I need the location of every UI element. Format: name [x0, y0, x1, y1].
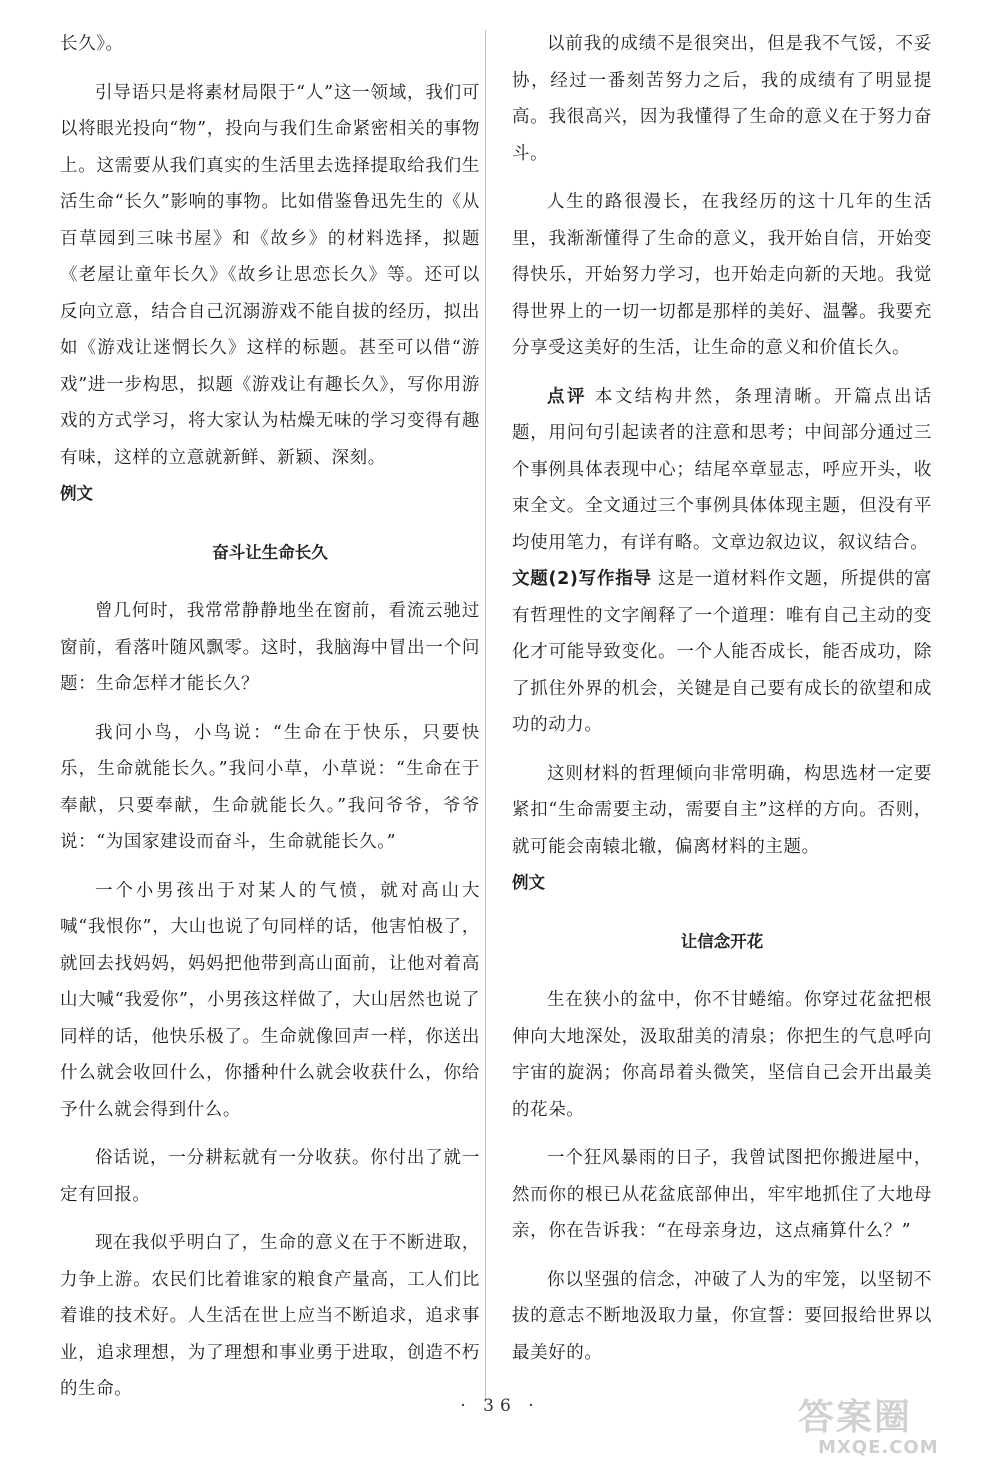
paragraph: 一个狂风暴雨的日子，我曾试图把你搬进屋中，然而你的根已从花盆底部伸出，牢牢地抓住了大地母亲，你在告诉我：“在母亲身边，这点痛算什么？” — [512, 1148, 932, 1241]
watermark-url: MXQE.COM — [818, 1437, 939, 1458]
column-divider — [485, 30, 486, 1400]
review-text: 本文结构井然，条理清晰。开篇点出话题，用问句引起读者的注意和思考；中间部分通过三个事例具体表现中心；结尾卒章显志，呼应开头，收束全文。全文通过三个事例具体体现主题，但没有平均使用笔力，有详有略。文章边叙边议，叙议结合。 — [512, 386, 933, 553]
paragraph: 俗话说，一分耕耘就有一分收获。你付出了就一定有回报。 — [60, 1148, 480, 1205]
watermark-logo — [798, 1398, 988, 1462]
guide-text: 这是一道材料作文题，所提供的富有哲理性的文字阐释了一个道理：唯有自己主动的变化才可能导致变化。一个人能否成长，能否成功，除了抓住外界的机会，关键是自己要有成长的欲望和成功的动力。 — [512, 569, 932, 735]
left-column — [60, 26, 480, 1408]
guide-label: 文题(2)写作指导 — [512, 569, 652, 589]
review-label: 点评 — [547, 386, 587, 407]
paragraph: 你以坚强的信念，冲破了人为的牢笼，以坚韧不拔的意志不断地汲取力量，你宣誓：要回报给世界以最美好的。 — [512, 1269, 932, 1363]
paragraph: 生在狭小的盆中，你不甘蜷缩。你穿过花盆把根伸向大地深处，汲取甜美的清泉；你把生的气息呼向宇宙的旋涡；你高昂着头微笑，坚信自己会开出最美的花朵。 — [512, 990, 932, 1120]
essay-title: 让信念开花 — [680, 931, 764, 951]
section-label-example: 例文 — [512, 873, 545, 892]
paragraph: 我问小鸟，小鸟说：“生命在于快乐，只要快乐，生命就能长久。”我问小草，小草说：“生命在于奉献，只要奉献，生命就能长久。”我问爷爷，爷爷说：“为国家建设而奋斗，生命就能长久。” — [60, 722, 480, 852]
paragraph: 曾几何时，我常常静静地坐在窗前，看流云驰过窗前，看落叶随风飘零。这时，我脑海中冒出一个问题：生命怎样才能长久？ — [60, 601, 480, 694]
guide-paragraph — [512, 561, 932, 744]
paragraph: 现在我似乎明白了，生命的意义在于不断进取，力争上游。农民们比着谁家的粮食产量高，工人们比着谁的技术好。人生活在世上应当不断追求，追求事业，追求理想，为了理想和事业勇于进取，创造不朽的生命。 — [60, 1233, 480, 1399]
watermark-text: 答案圈 — [798, 1397, 913, 1438]
paragraph: 人生的路很漫长，在我经历的这十几年的生活里，我渐渐懂得了生命的意义，我开始自信，开始变得快乐，开始努力学习，也开始走向新的天地。我觉得世界上的一切一切都是那样的美好、温馨。我要充分享受这美好的生活，让生命的意义和价值长久。 — [512, 192, 932, 358]
essay-title: 奋斗让生命长久 — [212, 542, 328, 562]
paragraph: 以前我的成绩不是很突出，但是我不气馁，不妥协，经过一番刻苦努力之后，我的成绩有了明显提高。我很高兴，因为我懂得了生命的意义在于努力奋斗。 — [512, 34, 932, 164]
section-label-example: 例文 — [60, 484, 93, 503]
review-paragraph — [512, 379, 932, 562]
paragraph: 引导语只是将素材局限于“人”这一领域，我们可以将眼光投向“物”，投向与我们生命紧密相关的事物上。这需要从我们真实的生活里去选择提取给我们生活生命“长久”影响的事物。比如借鉴鲁迅先生的《从百草园到三味书屋》和《故乡》的材料选择，拟题《老屋让童年长久》《故乡让思恋长久》等。还可以反向立意，结合自己沉溺游戏不能自拔的经历，拟出如《游戏让迷惘长久》这样的标题。甚至可以借“游戏”进一步构思，拟题《游戏让有趣长久》，写你用游戏的方式学习，将大家认为枯燥无味的学习变得有趣有味，这样的立意就新鲜、新颖、深刻。 — [60, 82, 480, 468]
paragraph: 一个小男孩出于对某人的气愤，就对高山大喊“我恨你”，大山也说了句同样的话，他害怕极了，就回去找妈妈，妈妈把他带到高山面前，让他对着高山大喊“我爱你”，小男孩这样做了，大山居然也说了同样的话，他快乐极了。生命就像回声一样，你送出什么就会收回什么，你播种什么就会收获什么，你给予什么就会得到什么。 — [60, 880, 480, 1120]
page-number-value: 36 — [483, 1396, 517, 1416]
page-number: · 36 · — [460, 1396, 540, 1416]
paragraph: 这则材料的哲理倾向非常明确，构思选材一定要紧扣“生命需要主动，需要自主”这样的方向。否则，就可能会南辕北辙，偏离材料的主题。 — [512, 763, 932, 857]
paragraph: 长久》。 — [60, 34, 124, 54]
right-column — [512, 26, 932, 1371]
